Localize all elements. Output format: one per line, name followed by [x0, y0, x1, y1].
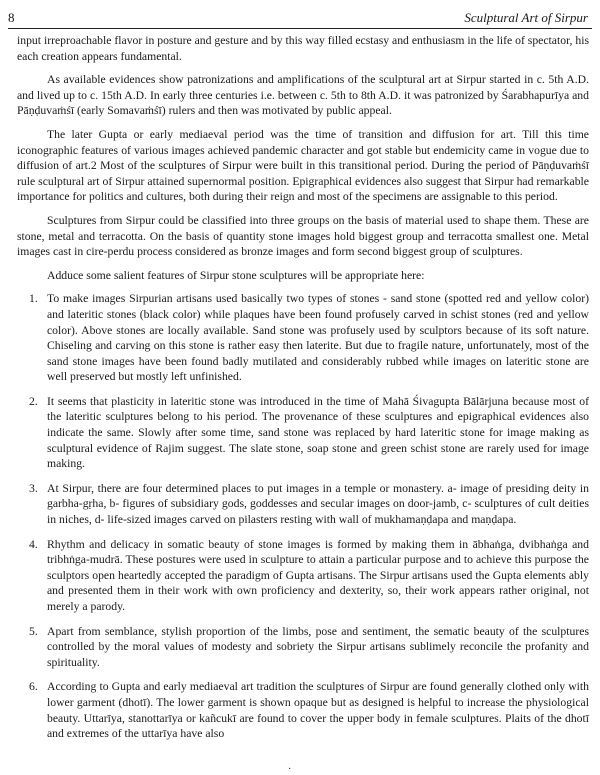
- paragraph: The later Gupta or early mediaeval period was the time of transition and diffusion for art. Till this time iconographic features of various images achieved pandemic character and got stable but endemicity came in vogue due to diffusion of art.2 Most of the sculptures of Sirpur were built in this transitional period. During the period of Pāṇḍuvaṁśī rule sculptural art of Sirpur attained supernormal position. Epigraphical evidences also suggest that Sirpur had remarkable importance for politics and cultures, both during their reign and most of the specimens are assignable to this period.: [17, 127, 589, 204]
- list-text: Rhythm and delicacy in somatic beauty of stone images is formed by making them in ābhaṅga, dvibhaṅga and tribhṅga-mudrā. These postures were used in sculpture to attain a particular purpose and to achieve this purpose the sculptors open heartedly accepted the paradigm of Gupta artisans. The Sirpur artisans used the Gupta elements ably and presented them in their work with own proficiency and dexterity, so, their work appears rather original, not merely a parody.: [47, 537, 589, 613]
- list-text: At Sirpur, there are four determined places to put images in a temple or monastery. a- image of presiding deity in garbha-gṛha, b- figures of subsidiary gods, goddesses and secular images on door-jamb, c- sculptures of cult deities in niches, d- life-sized images carved on pilasters resting with wall of mukhamaṇḍapa and maṇḍapa.: [47, 481, 589, 527]
- list-text: Apart from semblance, stylish proportion of the limbs, pose and sentiment, the sematic beauty of the sculptures controlled by the moral values of modesty and sobriety the Sirpur artisans sublimely reconcile the profanity and spirituality.: [47, 624, 589, 669]
- list-number: 4.: [29, 537, 38, 551]
- running-title: Sculptural Art of Sirpur: [464, 10, 588, 25]
- paragraph: Adduce some salient features of Sirpur stone sculptures will be appropriate here:: [47, 268, 425, 282]
- list-number: 2.: [29, 394, 38, 408]
- list-number: 3.: [29, 481, 38, 495]
- header-rule: [8, 28, 592, 29]
- list-number: 6.: [29, 680, 38, 694]
- body-text: [17, 33, 589, 751]
- list-item: [17, 679, 589, 741]
- paragraph: As available evidences show patronizations and amplifications of the sculptural art at Sirpur started in c. 5th A.D. and lived up to c. 15th A.D. In early three centuries i.e. between c. 5th to 8th A.D. it was patronized by Śarabhapurīya and Pāṇḍuvaṁśī (early Somavaṁśī) rulers and then was motivated by public appeal.: [17, 73, 589, 118]
- list-item: [17, 537, 589, 615]
- paragraph: Sculptures from Sirpur could be classified into three groups on the basis of material used to shape them. These are stone, metal and terracotta. On the basis of quantity stone images hold biggest group and terracotta smallest one. Metal images cast in cire-perdu process considered as bronze images and form second biggest group of sculptures.: [17, 213, 589, 259]
- list-text: It seems that plasticity in lateritic stone was introduced in the time of Mahā Śivagupta Bālārjuna because most of the lateritic sculptures belong to his period. The provenance of these sculptures and epigraphical evidences also indicate the same. Slowly after some time, sand stone was replaced by hard lateritic stone for image making as sculptural evidence of Rajim suggest. The slate stone, soap stone and green schist stone are rarely used for image making.: [47, 394, 589, 471]
- footer-mark: ·: [288, 764, 292, 775]
- list-number: 1.: [29, 292, 38, 306]
- list-item: [17, 624, 589, 671]
- page-header: [8, 6, 592, 30]
- page-number: 8: [8, 10, 15, 25]
- list-text: To make images Sirpurian artisans used basically two types of stones - sand stone (spotted red and yellow color) and lateritic stones (black color) while plaques have been found profusely carved in schist stones (red and yellow color). Above stones are locally available. Sand stone was profusely used by sculptors because of its soft nature. Chiseling and carving on this stone is rather easy then laterite. But due to fragile nature, unfortunately, most of the sand stone images have been found badly mutilated and considerably rubbed while images on lateritic stone are well preserved but mostly left unfinished.: [47, 292, 589, 384]
- list-item: [17, 291, 589, 385]
- paragraph: input irreproachable flavor in posture and gesture and by this way filled ecstasy and enthusiasm in the life of spectator, his each creation appears fundamental.: [17, 34, 589, 63]
- features-list: [17, 291, 589, 741]
- list-item: [17, 481, 589, 528]
- list-number: 5.: [29, 624, 38, 638]
- list-item: [17, 394, 589, 472]
- list-text: According to Gupta and early mediaeval art tradition the sculptures of Sirpur are found generally clothed only with lower garment (dhotī). The lower garment is shown opaque but as designed is helpful to increase the physiological beauty. Uttarīya, stanottarīya or kañcukī are found to cover the upper body in female sculptures. Plaits of the dhotī and extremes of the uttarīya have also: [47, 680, 589, 741]
